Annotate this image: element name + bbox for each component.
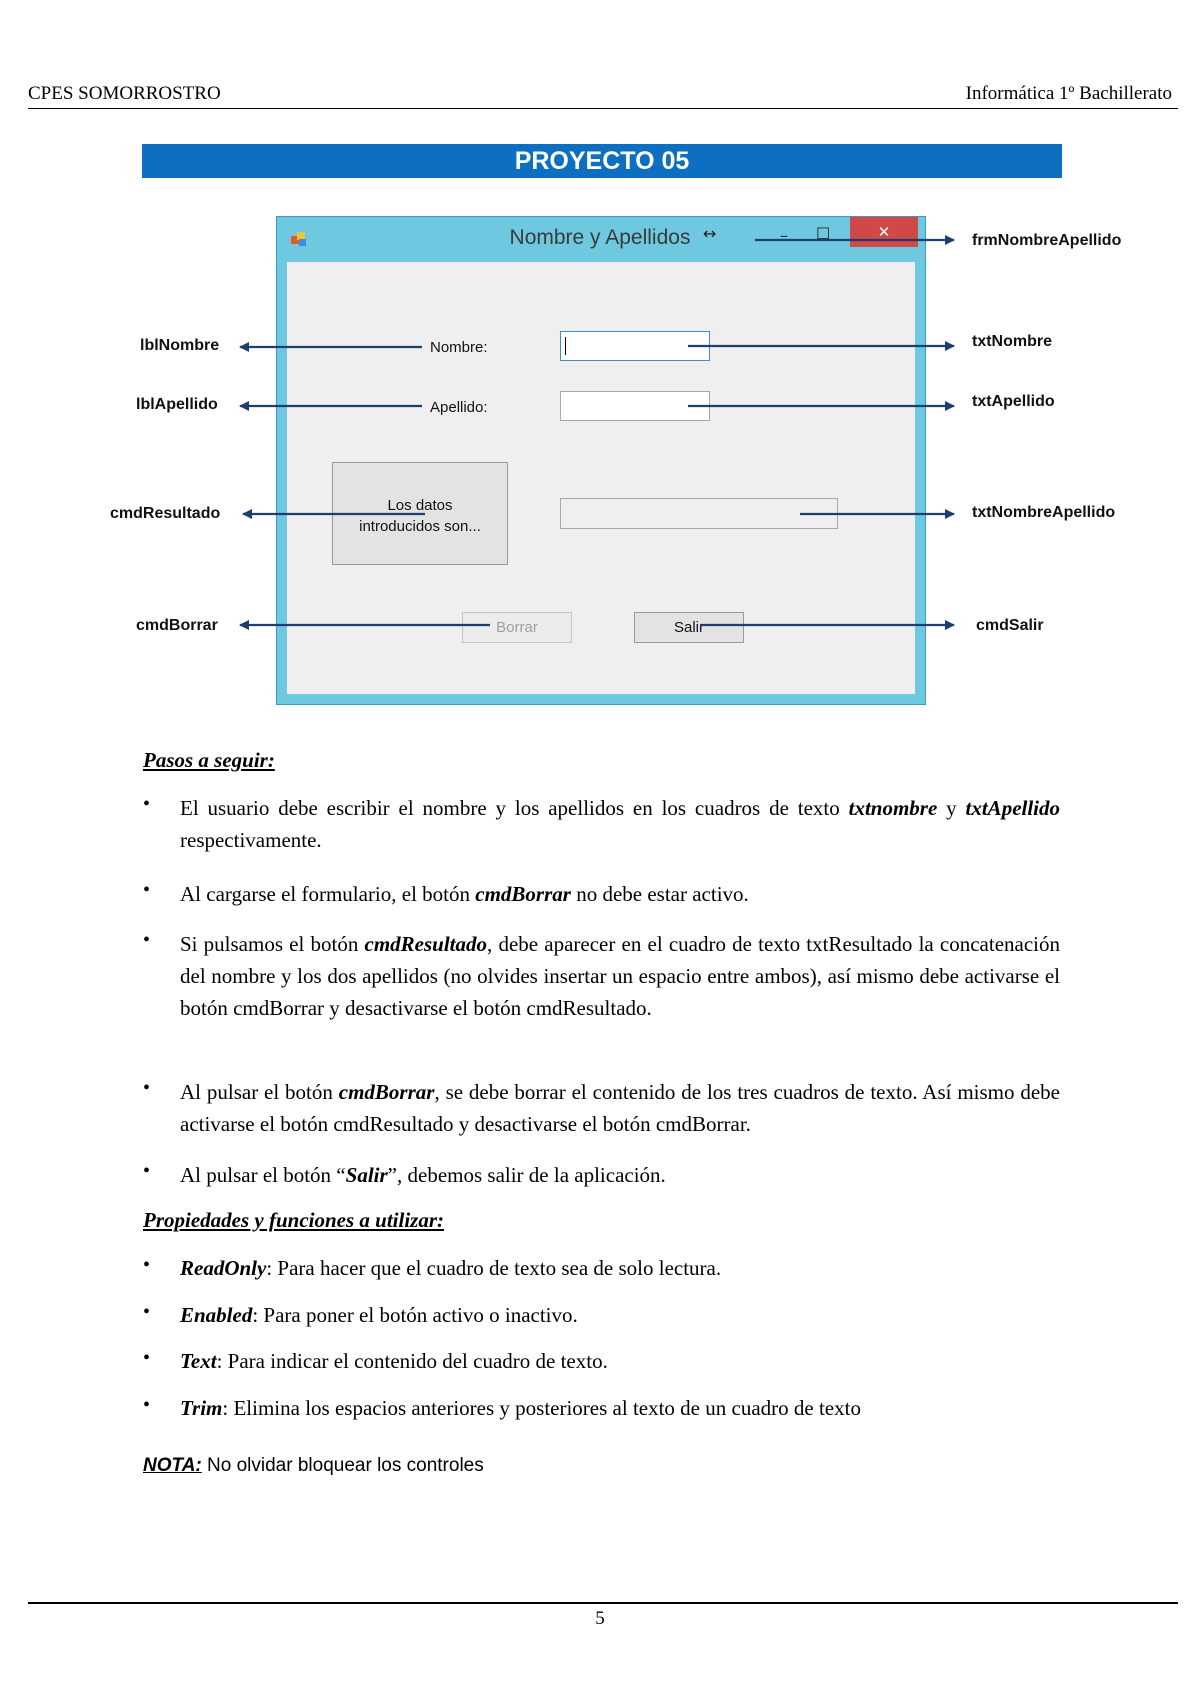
step-5: Al pulsar el botón “Salir”, debemos salir de la aplicación. bbox=[180, 1163, 666, 1187]
callout-frm: frmNombreApellido bbox=[972, 232, 1122, 249]
window-title: Nombre y Apellidos bbox=[509, 226, 691, 249]
callout-lblapellido: lblApellido bbox=[136, 396, 218, 413]
callout-lblnombre: lblNombre bbox=[140, 337, 220, 354]
step-1: El usuario debe escribir el nombre y los apellidos en los cuadros de texto txtnombre y txtApellido respectivamente. bbox=[180, 796, 1061, 852]
bullet: • bbox=[143, 1077, 151, 1099]
callout-txtnombre: txtNombre bbox=[972, 333, 1053, 350]
step-3: Si pulsamos el botón cmdResultado, debe aparecer en el cuadro de texto txtResultado la concatenación del nombre y los dos apellidos (no olvides insertar un espacio entre ambos), así mismo debe activarse el botón cmdBorrar y desactivarse el botón cmdResultado. bbox=[180, 932, 1061, 1020]
callout-cmdsalir: cmdSalir bbox=[976, 617, 1044, 634]
footer-rule bbox=[28, 1602, 1178, 1604]
callout-txtnombreapellido: txtNombreApellido bbox=[972, 504, 1116, 521]
resize-icon: ↔ bbox=[703, 224, 717, 243]
note-text: No olvidar bloquear los controles bbox=[201, 1455, 484, 1476]
callout-cmdresultado: cmdResultado bbox=[110, 505, 221, 522]
callout-txtapellido: txtApellido bbox=[972, 393, 1055, 410]
bullet: • bbox=[143, 1160, 151, 1182]
callout-cmdborrar: cmdBorrar bbox=[136, 617, 218, 634]
header-right: Informática 1º Bachillerato bbox=[965, 83, 1172, 104]
page-number: 5 bbox=[595, 1608, 605, 1629]
prop-3: Text: Para indicar el contenido del cuadro de texto. bbox=[180, 1349, 608, 1373]
bullet: • bbox=[143, 1347, 151, 1369]
header-left: CPES SOMORROSTRO bbox=[28, 83, 221, 104]
cmd-resultado-label-2: introducidos son... bbox=[359, 518, 481, 535]
bullet: • bbox=[143, 793, 151, 815]
bullet: • bbox=[143, 879, 151, 901]
project-banner: PROYECTO 05 bbox=[142, 144, 1062, 178]
bullet: • bbox=[143, 1301, 151, 1323]
cmd-resultado-label-1: Los datos bbox=[387, 497, 453, 514]
minimize-button[interactable]: – bbox=[780, 226, 788, 245]
bullet: • bbox=[143, 1394, 151, 1416]
props-heading: Propiedades y funciones a utilizar: bbox=[143, 1208, 445, 1232]
prop-2: Enabled: Para poner el botón activo o inactivo. bbox=[180, 1303, 578, 1327]
prop-4: Trim: Elimina los espacios anteriores y posteriores al texto de un cuadro de texto bbox=[180, 1396, 861, 1420]
label-apellido: Apellido: bbox=[430, 399, 488, 416]
note bbox=[143, 1455, 484, 1477]
cmd-salir-button[interactable]: Salir bbox=[634, 612, 744, 643]
step-4: Al pulsar el botón cmdBorrar, se debe borrar el contenido de los tres cuadros de texto. Así mismo debe activarse el botón cmdResultado y desactivarse el botón cmdBorrar. bbox=[180, 1080, 1061, 1136]
label-nombre: Nombre: bbox=[430, 339, 488, 356]
prop-1: ReadOnly: Para hacer que el cuadro de texto sea de solo lectura. bbox=[180, 1256, 722, 1280]
steps-heading: Pasos a seguir: bbox=[143, 748, 275, 772]
cmd-borrar-button[interactable]: Borrar bbox=[462, 612, 572, 643]
bullet: • bbox=[143, 1254, 151, 1276]
bullet: • bbox=[143, 929, 151, 951]
step-2: Al cargarse el formulario, el botón cmdBorrar no debe estar activo. bbox=[180, 882, 749, 906]
callout-arrows bbox=[0, 0, 1200, 760]
maximize-button[interactable]: ☐ bbox=[816, 224, 831, 243]
close-button[interactable]: ✕ bbox=[850, 217, 918, 247]
note-label: NOTA: bbox=[143, 1455, 202, 1476]
